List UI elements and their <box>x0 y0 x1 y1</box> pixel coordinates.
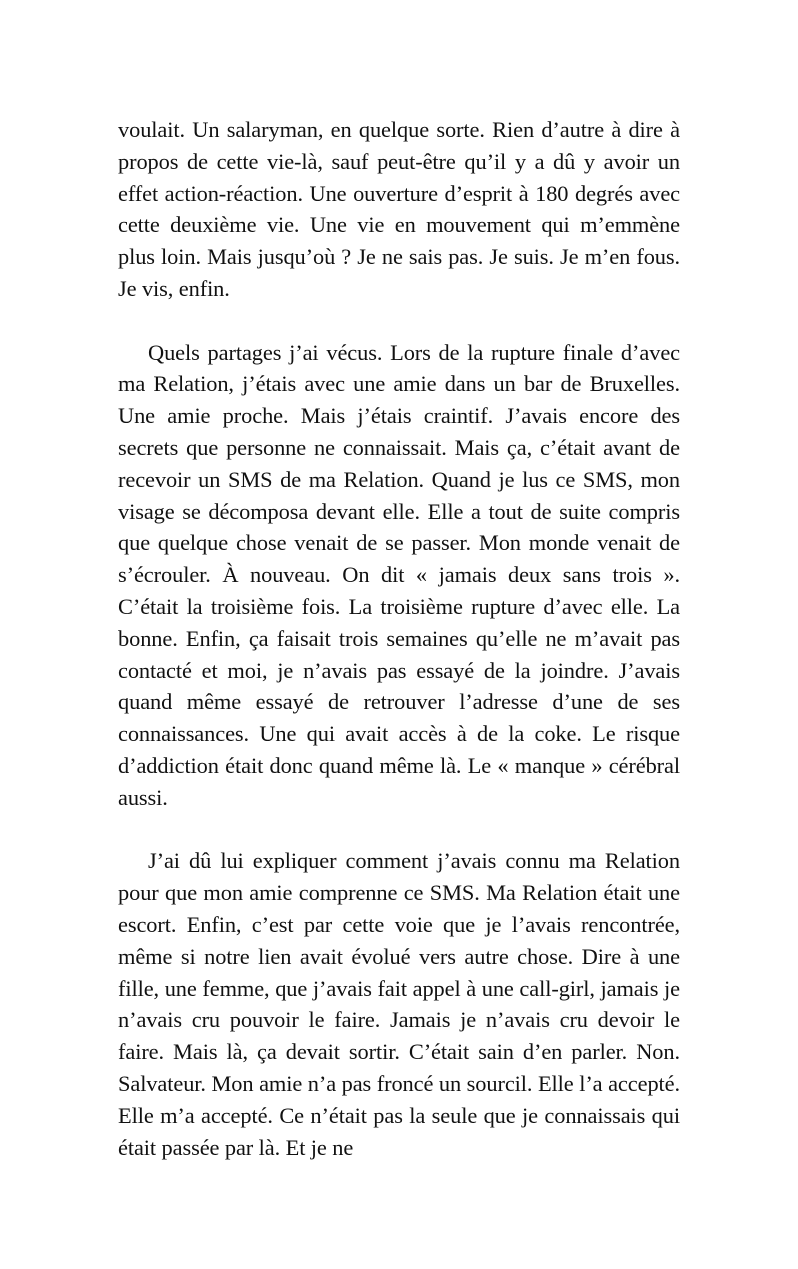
book-page <box>118 114 680 1163</box>
paragraph-1: voulait. Un salaryman, en quelque sorte. Rien d’autre à dire à propos de cette vie-là, sauf peut-être qu’il y a dû y avoir un effet action-réaction. Une ouverture d’esprit à 180 degrés avec cette deuxième vie. Une vie en mouvement qui m’emmène plus loin. Mais jusqu’où ? Je ne sais pas. Je suis. Je m’en fous. Je vis, enfin. <box>118 117 680 301</box>
paragraph-2: Quels partages j’ai vécus. Lors de la rupture finale d’avec ma Relation, j’étais avec une amie dans un bar de Bruxelles. Une amie proche. Mais j’étais craintif. J’avais encore des secrets que personne ne connaissait. Mais ça, c’était avant de recevoir un SMS de ma Relation. Quand je lus ce SMS, mon visage se décomposa devant elle. Elle a tout de suite compris que quelque chose venait de se passer. Mon monde venait de s’écrouler. À nouveau. On dit « jamais deux sans trois ». C’était la troisième fois. La troisième rupture d’avec elle. La bonne. Enfin, ça faisait trois semaines qu’elle ne m’avait pas contacté et moi, je n’avais pas essayé de la joindre. J’avais quand même essayé de retrouver l’adresse d’une de ses connaissances. Une qui avait accès à de la coke. Le risque d’addiction était donc quand même là. Le « manque » cérébral aussi. <box>118 339 680 810</box>
paragraph-3: J’ai dû lui expliquer comment j’avais connu ma Relation pour que mon amie comprenne ce SMS. Ma Relation était une escort. Enfin, c’est par cette voie que je l’avais rencontrée, même si notre lien avait évolué vers autre chose. Dire à une fille, une femme, que j’avais fait appel à une call-girl, jamais je n’avais cru pouvoir le faire. Jamais je n’avais cru devoir le faire. Mais là, ça devait sortir. C’était sain d’en parler. Non. Salvateur. Mon amie n’a pas froncé un sourcil. Elle l’a accepté. Elle m’a accepté. Ce n’était pas la seule que je connaissais qui était passée par là. Et je ne <box>118 848 680 1160</box>
